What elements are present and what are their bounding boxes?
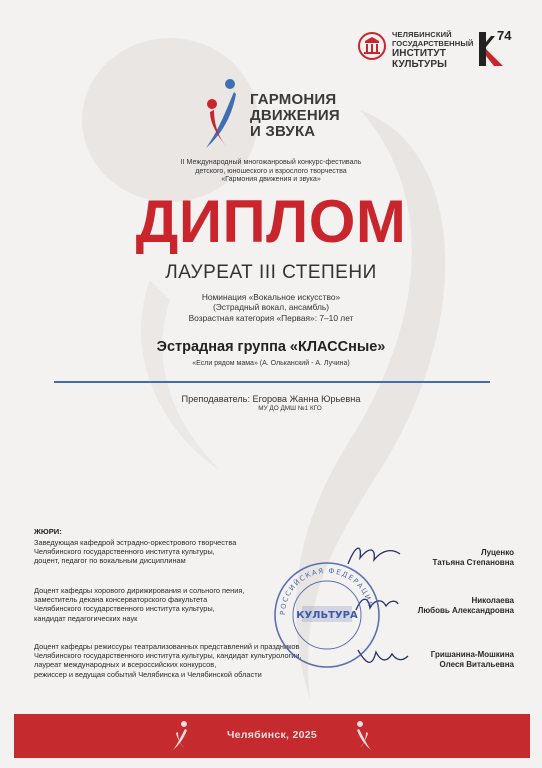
festival-title-line1: ГАРМОНИЯ — [250, 91, 337, 108]
jury-label: ЖЮРИ: — [34, 527, 62, 536]
jury-member-1-surname: Луценко — [480, 548, 514, 557]
jury-member-3-surname: Гришанина-Мошкина — [430, 650, 514, 659]
jury-member-2-surname: Николаева — [471, 596, 514, 605]
festival-title — [250, 92, 340, 140]
k74-number: 74 — [497, 28, 512, 43]
institute-emblem-icon — [358, 32, 386, 60]
institute-name-line4: КУЛЬТУРЫ — [392, 59, 447, 71]
jury-member-3-line4: режиссер и ведущая событий Челябинска и Челябинской области — [34, 669, 262, 679]
jury-member-1-line3: доцент, педагог по вокальным дисциплинам — [34, 556, 186, 566]
divider-line — [54, 381, 490, 383]
institute-name-line3: ИНСТИТУТ — [392, 48, 446, 60]
jury-member-1-line1: Заведующая кафедрой эстрадно-оркестрового творчества — [34, 538, 237, 547]
institute-logo — [358, 28, 474, 71]
jury-member-2-line1: Доцент кафедры хорового дирижирования и сольного пения, — [34, 586, 245, 595]
stamp-ring-text: РОССИЙСКАЯ ФЕДЕРАЦИЯ — [278, 566, 375, 616]
institute-name — [392, 30, 473, 70]
festival-subtitle-line3: «Гармония движения и звука» — [221, 175, 321, 184]
festival-dancer-logo-icon — [196, 76, 246, 154]
jury-member-3-line1: Доцент кафедры режиссуры театрализованных представлений и праздников — [34, 642, 300, 651]
laureate-degree: ЛАУРЕАТ III СТЕПЕНИ — [165, 262, 377, 283]
jury-member-2-given: Любовь Александровна — [417, 606, 514, 615]
festival-subtitle — [140, 158, 402, 184]
age-category: Возрастная категория «Первая»: 7–10 лет — [188, 312, 354, 323]
jury-member-1-line2: Челябинского государственного института культуры, — [34, 547, 215, 557]
nomination-line1: Номинация «Вокальное искусство» — [201, 292, 341, 302]
nomination-line2: (Эстрадный вокал, ансамбль) — [213, 302, 329, 313]
school-name: МУ ДО ДМШ №1 КГО — [258, 405, 322, 412]
festival-title-line2: ДВИЖЕНИЯ — [250, 107, 340, 124]
teacher-name: Преподаватель: Егорова Жанна Юрьевна — [181, 394, 361, 404]
jury-member-3-line2: Челябинского государственного института культуры, кандидат культурологии, — [34, 651, 302, 661]
footer-banner — [14, 714, 530, 758]
stamp-center-text: КУЛЬТУРА — [296, 610, 358, 621]
jury-member-3-line3: лауреат международных и всероссийских конкурсов, — [34, 660, 217, 670]
jury-member-2-line4: кандидат педагогических наук — [34, 613, 138, 623]
jury-member-1-given: Татьяна Степановна — [432, 558, 514, 567]
diploma-title: ДИПЛОМ — [135, 188, 407, 255]
song-title: «Если рядом мама» (А. Ольканский - А. Лучина) — [192, 360, 350, 367]
jury-member-2-line3: Челябинского государственного института культуры, — [34, 604, 215, 614]
festival-title-line3: И ЗВУКА — [250, 123, 316, 140]
jury-member-3-given: Олеся Витальевна — [439, 660, 514, 669]
nomination-block — [150, 292, 392, 323]
group-name: Эстрадная группа «КЛАССные» — [156, 339, 386, 355]
jury-member-2-line2: заместитель декана консерваторского факультета — [34, 595, 208, 605]
institute-name-line1: ЧЕЛЯБИНСКИЙ — [392, 30, 452, 39]
institute-name-line2: ГОСУДАРСТВЕННЫЙ — [392, 39, 474, 49]
festival-subtitle-line2: детского, юношеского и взрослого творчества — [195, 166, 347, 175]
official-stamp-icon — [272, 560, 382, 670]
footer-city-year: Челябинск, 2025 — [226, 729, 318, 741]
festival-subtitle-line1: II Международный многожанровый конкурс-фестиваль — [180, 158, 362, 166]
dancer-right-icon — [352, 720, 374, 752]
